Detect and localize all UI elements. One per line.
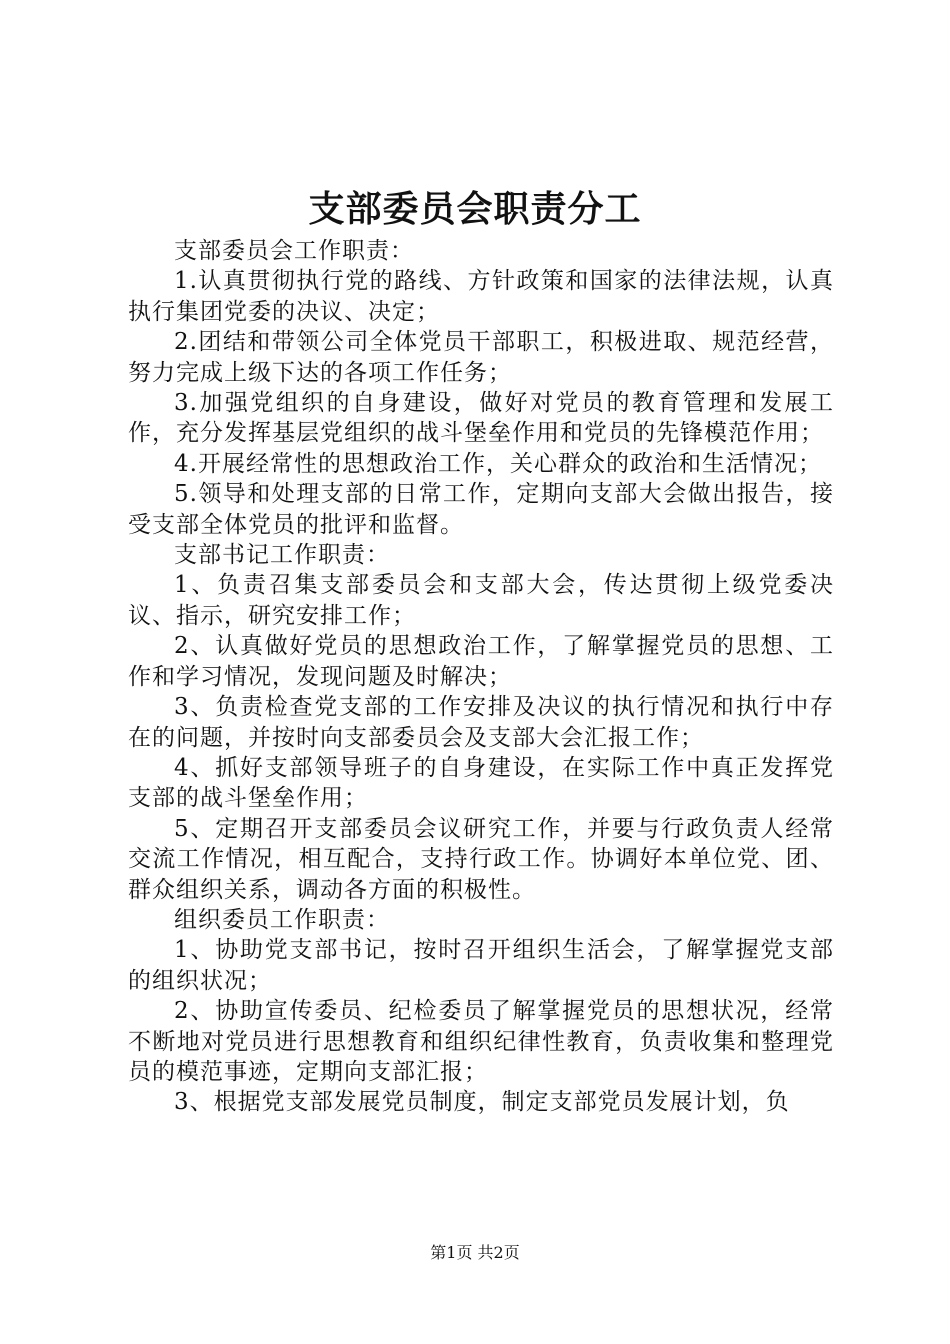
page-footer: 第1页 共2页 — [430, 1243, 520, 1262]
list-item: 1、负责召集支部委员会和支部大会，传达贯彻上级党委决议、指示，研究安排工作； — [128, 572, 834, 629]
section-heading-secretary: 支部书记工作职责： — [174, 542, 390, 569]
list-item: 5、定期召开支部委员会议研究工作，并要与行政负责人经常交流工作情况，相互配合，支持行政工作。协调好本单位党、团、群众组织关系，调动各方面的积极性。 — [128, 815, 834, 903]
list-item: 3、负责检查党支部的工作安排及决议的执行情况和执行中存在的问题，并按时向支部委员会及支部大会汇报工作； — [128, 694, 834, 751]
list-item: 1、协助党支部书记，按时召开组织生活会，了解掌握党支部的组织状况； — [128, 937, 834, 994]
list-item: 2、认真做好党员的思想政治工作，了解掌握党员的思想、工作和学习情况，发现问题及时解决； — [128, 633, 834, 690]
list-item: 4、抓好支部领导班子的自身建设，在实际工作中真正发挥党支部的战斗堡垒作用； — [128, 754, 834, 812]
section-heading-committee: 支部委员会工作职责： — [174, 238, 414, 264]
list-item: 2.团结和带领公司全体党员干部职工，积极进取、规范经营，努力完成上级下达的各项工作任务； — [128, 329, 834, 386]
document-body — [128, 236, 834, 1118]
list-item: 3.加强党组织的自身建设，做好对党员的教育管理和发展工作，充分发挥基层党组织的战斗堡垒作用和党员的先锋模范作用； — [128, 390, 834, 447]
list-item: 4.开展经常性的思想政治工作，关心群众的政治和生活情况； — [174, 450, 822, 477]
list-item: 3、根据党支部发展党员制度，制定支部党员发展计划，负 — [174, 1089, 790, 1116]
list-item: 1.认真贯彻执行党的路线、方针政策和国家的法律法规，认真执行集团党委的决议、决定； — [128, 268, 834, 325]
page-title: 支部委员会职责分工 — [308, 188, 642, 230]
section-heading-organization: 组织委员工作职责： — [174, 906, 390, 933]
list-item: 5.领导和处理支部的日常工作，定期向支部大会做出报告，接受支部全体党员的批评和监督。 — [128, 481, 834, 538]
list-item: 2、协助宣传委员、纪检委员了解掌握党员的思想状况，经常不断地对党员进行思想教育和组织纪律性教育，负责收集和整理党员的模范事迹，定期向支部汇报； — [128, 998, 834, 1085]
